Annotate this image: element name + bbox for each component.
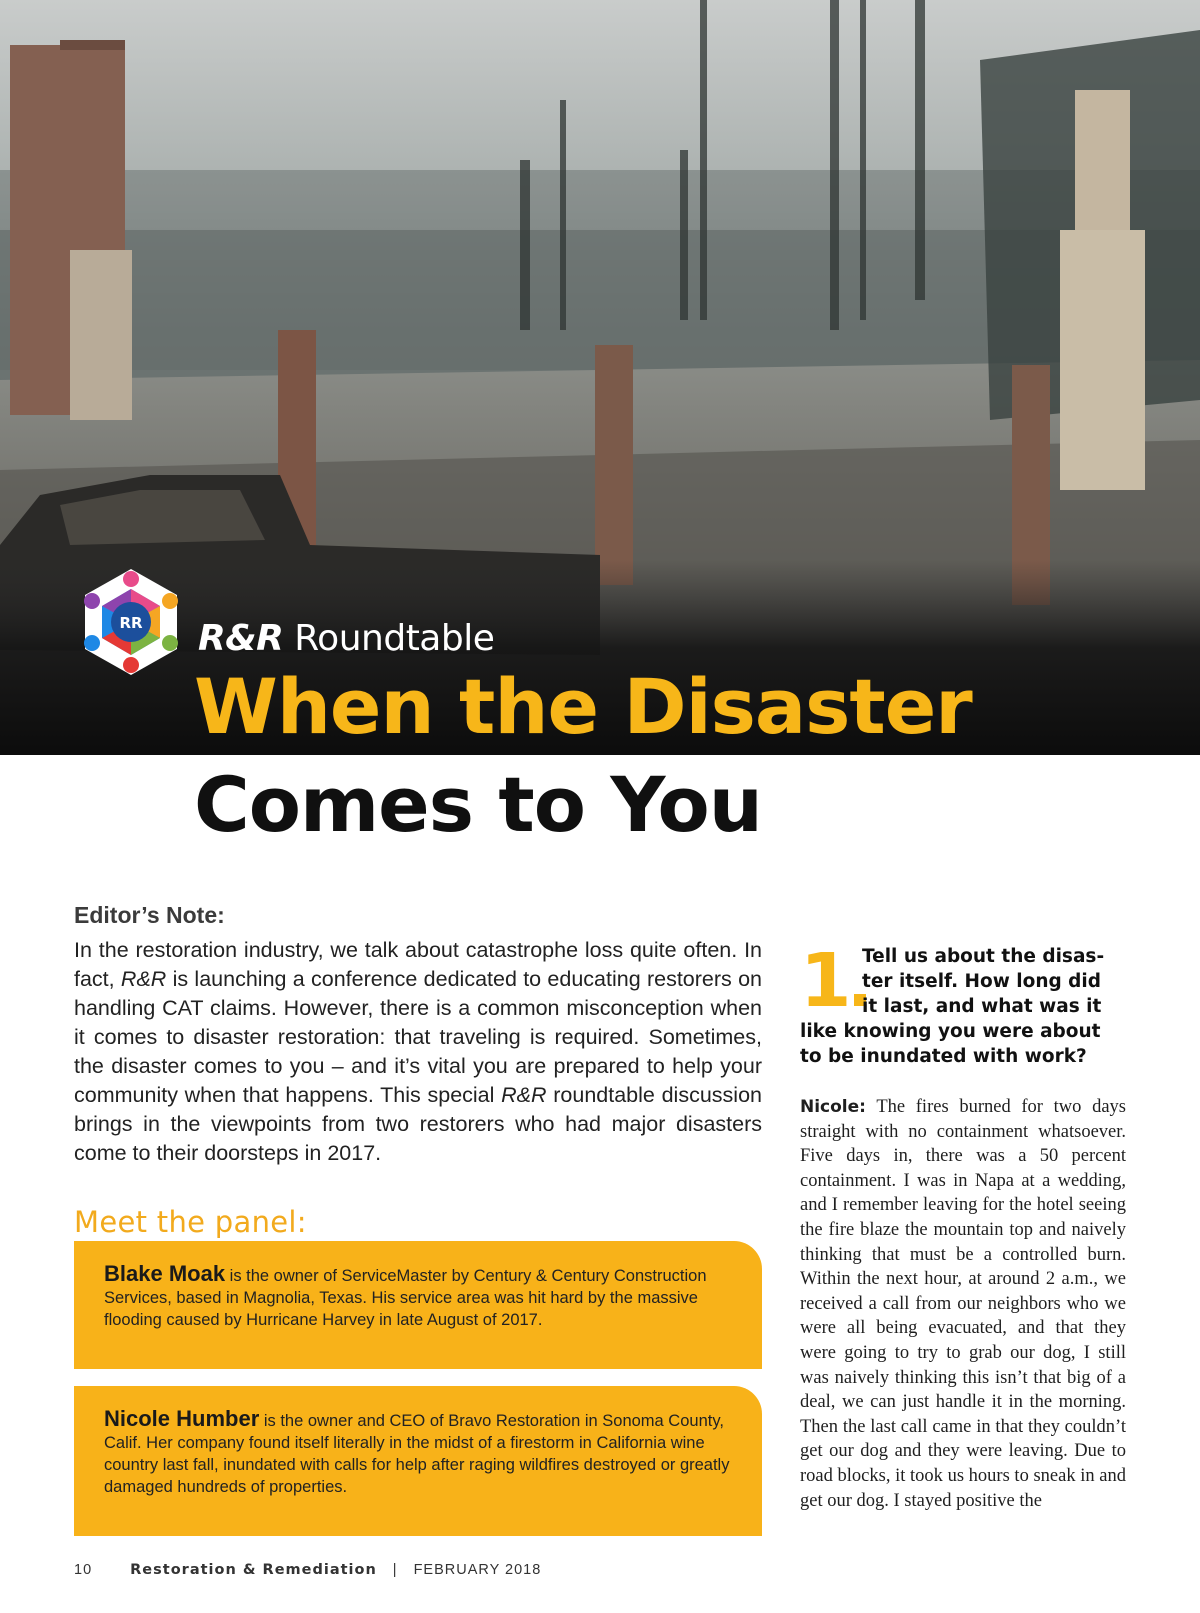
question-number-digit: 1 xyxy=(800,938,852,1024)
panel-heading: Meet the panel: xyxy=(74,1205,307,1239)
panelist-bio: is the owner of ServiceMaster by Century & Century Construction Services, based in Magnolia, Texas. His service area was hit hard by the massive flooding caused by Hurricane Harvey in late August of 2017. xyxy=(104,1267,707,1329)
panelist-card-blake xyxy=(74,1241,762,1369)
editors-note-brand-1: R&R xyxy=(120,967,167,991)
editors-note-brand-2: R&R xyxy=(501,1083,547,1107)
roundtable-logo-icon xyxy=(74,565,188,679)
headline-line-2: Comes to You xyxy=(194,760,762,849)
panelist-name: Blake Moak xyxy=(104,1261,226,1286)
page-number: 10 xyxy=(74,1562,93,1578)
kicker-brand: R&R xyxy=(198,618,284,659)
question-line-3: it last, and what was it xyxy=(862,996,1102,1017)
editors-note-heading: Editor’s Note: xyxy=(74,902,225,928)
chimney-left xyxy=(10,40,132,420)
question-line-2: ter itself. How long did xyxy=(862,971,1102,992)
question-text xyxy=(800,944,1110,1069)
panelist-bio: is the owner and CEO of Bravo Restoration in Sonoma County, Calif. Her company found itself literally in the midst of a firestorm in California wine country last fall, inundated with calls for help after raging wildfires destroyed or greatly damaged hundreds of properties. xyxy=(104,1412,730,1496)
panelist-card-nicole xyxy=(74,1386,762,1536)
editors-note-body xyxy=(74,936,762,1168)
issue-date: FEBRUARY 2018 xyxy=(413,1562,542,1578)
editors-note-text-1: In the restoration industry, we talk about catastrophe loss quite often. In fact, xyxy=(74,938,762,991)
editors-note-text-3: roundtable discussion brings in the viewpoints from two restorers who had major disasters come to their doorsteps in 2017. xyxy=(74,1083,762,1165)
editors-note-text-2: is launching a conference dedicated to educating restorers on handling CAT claims. However, there is a common misconception when it comes to disaster restoration: that traveling is required. Sometimes, the disaster comes to you – and it’s vital you are prepared to help your community when that happens. This special xyxy=(74,967,762,1107)
answer-speaker: Nicole: xyxy=(800,1097,866,1117)
publication-name: Restoration & Remediation xyxy=(130,1562,377,1578)
answer-text: The fires burned for two days straight with no containment whatsoever. Five days in, there was a 50 percent containment. I was in Napa at a wedding, and I remember leaving for the hotel seeing the fire blaze the mountain top and naively thinking that must be a controlled burn. Within the next hour, at around 2 a.m., we received a call from our neighbors who we were all being evacuated, and that they were going to try to grab our dog, I still was naively thinking this isn’t that big of a deal, we can just handle it in the morning. Then the last call came in that they couldn’t get our dog and they were leaving. Due to road blocks, it took us hours to sneak in and get our dog. I stayed positive the xyxy=(800,1097,1126,1511)
kicker-rest: Roundtable xyxy=(283,618,495,659)
headline-line-1: When the Disaster xyxy=(194,662,972,751)
panelist-name: Nicole Humber xyxy=(104,1406,260,1431)
page-footer xyxy=(74,1562,541,1578)
question-line-1: Tell us about the disas- xyxy=(862,946,1105,967)
question-line-4: like knowing you were about to be inundated with work? xyxy=(800,1021,1101,1067)
answer-paragraph xyxy=(800,1095,1126,1513)
roundtable-kicker xyxy=(198,618,494,659)
svg-text:RR: RR xyxy=(119,614,143,632)
footer-separator: | xyxy=(392,1562,398,1578)
